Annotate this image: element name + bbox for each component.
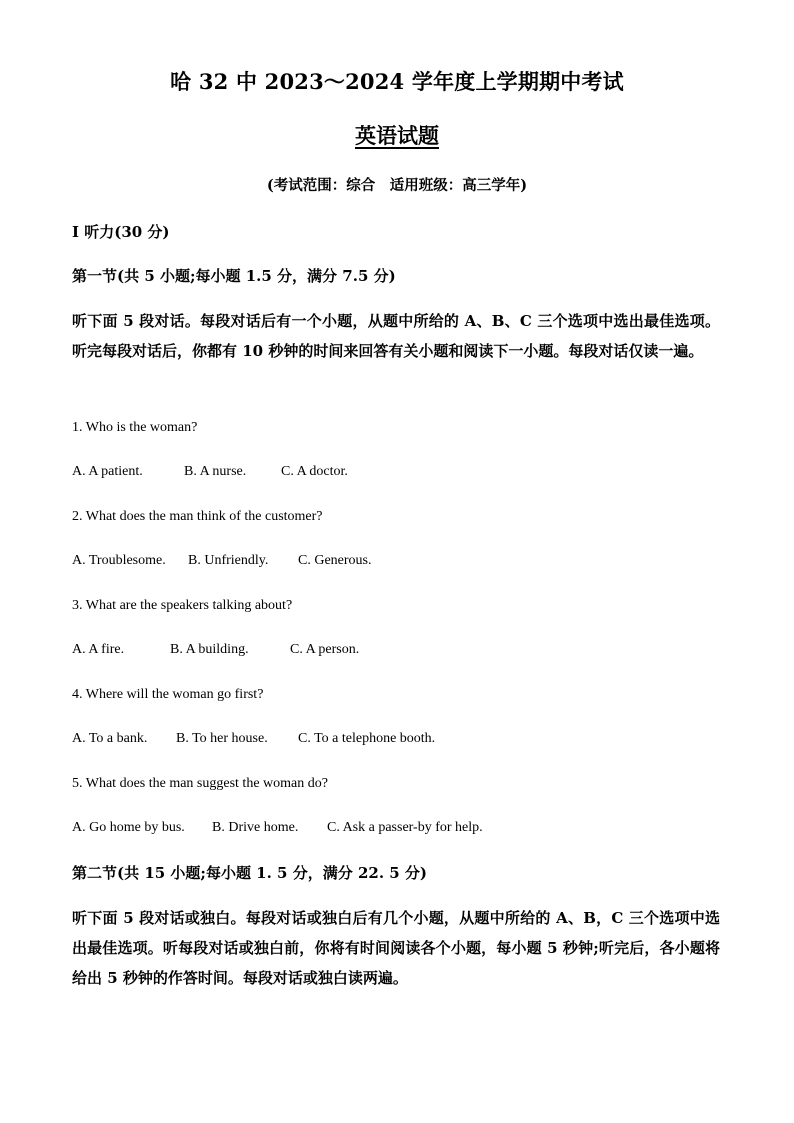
option-b: B. Unfriendly. bbox=[188, 553, 269, 568]
option-a: A. To a bank. bbox=[72, 731, 148, 746]
option-c: C. A person. bbox=[290, 642, 360, 657]
exam-scope: (考试范围：综合 适用班级：高三学年) bbox=[266, 177, 528, 194]
section-heading-1: 第一节(共 5 小题;每小题 1.5 分，满分 7.5 分) bbox=[72, 267, 396, 285]
section-instruction-2: 听下面 5 段对话或独白。每段对话或独白后有几个小题，从题中所给的 A、B，C 三个选项中选出最佳选项。听每段对话或独白前，你将有时间阅读各个小题，每小题 5 秒钟;听完后，各小题将给出 5 秒钟的作答时间。每段对话或独白读两遍。 bbox=[72, 909, 720, 987]
section-instruction-1: 听下面 5 段对话。每段对话后有一个小题，从题中所给的 A、B、C 三个选项中选出最佳选项。听完每段对话后，你都有 10 秒钟的时间来回答有关小题和阅读下一小题。每段对话仅读一遍。 bbox=[72, 312, 720, 360]
question-stem-1: 1. Who is the woman? bbox=[72, 420, 198, 435]
option-b: B. To her house. bbox=[176, 731, 268, 746]
option-c: C. To a telephone booth. bbox=[298, 731, 436, 746]
option-a: A. A patient. bbox=[72, 464, 143, 479]
option-b: B. A nurse. bbox=[184, 464, 247, 479]
question-stem-2: 2. What does the man think of the customer? bbox=[72, 509, 323, 524]
option-a: A. Go home by bus. bbox=[72, 820, 185, 835]
option-a: A. Troublesome. bbox=[72, 553, 166, 568]
question-stem-3: 3. What are the speakers talking about? bbox=[72, 598, 293, 613]
option-c: C. Generous. bbox=[298, 553, 372, 568]
exam-subtitle-text: 英语试题 bbox=[355, 123, 439, 148]
exam-subtitle bbox=[0, 122, 794, 150]
option-b: B. A building. bbox=[170, 642, 249, 657]
question-stem-5: 5. What does the man suggest the woman do? bbox=[72, 776, 328, 791]
question-stem-4: 4. Where will the woman go first? bbox=[72, 687, 264, 702]
part-heading-listening: I 听力(30 分) bbox=[72, 223, 170, 241]
exam-title: 哈 32 中 2023～2024 学年度上学期期中考试 bbox=[170, 69, 624, 94]
option-c: C. Ask a passer-by for help. bbox=[327, 820, 483, 835]
section-heading-2: 第二节(共 15 小题;每小题 1. 5 分，满分 22. 5 分) bbox=[72, 864, 428, 882]
option-c: C. A doctor. bbox=[281, 464, 348, 479]
option-b: B. Drive home. bbox=[212, 820, 299, 835]
option-a: A. A fire. bbox=[72, 642, 125, 657]
